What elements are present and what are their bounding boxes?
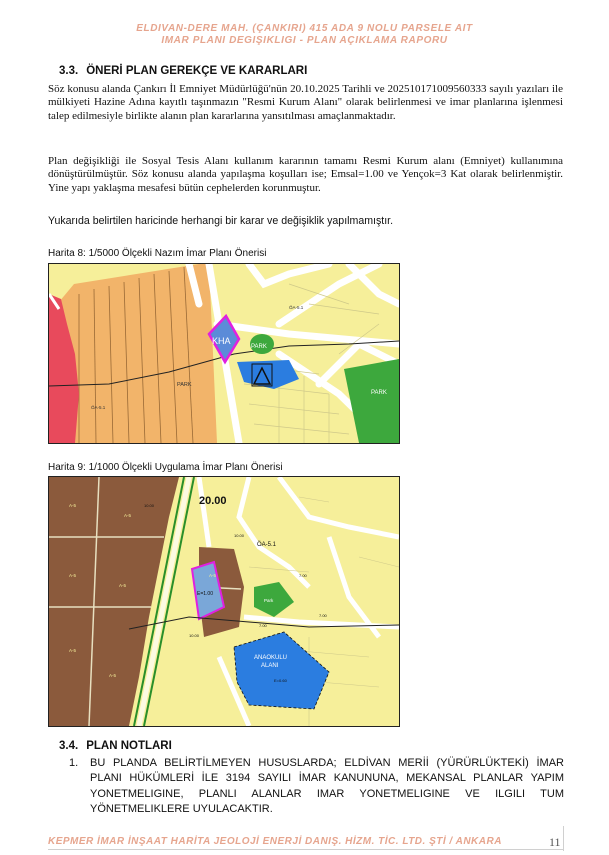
- header-line-1: ELDIVAN-DERE MAH. (ÇANKIRI) 415 ADA 9 NOLU PARSELE AIT: [136, 23, 473, 34]
- paragraph-3: Yukarıda belirtilen haricinde herhangi bir karar ve değişiklik yapılmamıştır.: [48, 215, 394, 227]
- map-8-nazim-plan: [48, 263, 400, 444]
- map-8-drawing: [49, 264, 399, 443]
- paragraph-2: Plan değişikliği ile Sosyal Tesis Alanı kullanım kararının tamamı Resmi Kurum alanı (Emniyet) kullanımına dönüştürülmüştür. Söz konusu alanda yapılaşma koşulları ise; Emsal=1.00 ve Yençok=3 Kat olarak belirlenmiştir. Yine yapı yaklaşma mesafesi bütün cephelerden korunmuştur.: [48, 155, 563, 194]
- map9-road-2: 10.00: [234, 533, 245, 538]
- map9-road-4: 7.00: [319, 613, 327, 618]
- map8-label-park2: PARK: [177, 382, 192, 388]
- paragraph-1: Söz konusu alanda Çankırı İl Emniyet Müdürlüğü'nün 20.10.2025 Tarihli ve 202510171009560333 sayılı yazıları ile mülkiyeti Hazine Adına kayıtlı taşınmazın "Resmi Kurum Alanı" olarak belirlenmesi ve imar planlarına işlenmesi talep edilmesiyle birlikte alanın plan kararlarına yansıtılması amaçlanmaktadır.: [48, 83, 563, 122]
- section-title: ÖNERİ PLAN GEREKÇE VE KARARLARI: [86, 65, 308, 77]
- map9-road-6: 10.00: [189, 633, 200, 638]
- map9-a5-3: A-5: [69, 573, 77, 578]
- map9-label-anaokulu1: ANAOKULU: [254, 655, 288, 661]
- map8-label-kha: KHA: [212, 336, 231, 346]
- footer-divider: [48, 849, 563, 850]
- map9-label-road20: 20.00: [199, 495, 227, 507]
- map8-label-oa2: ÖA-5.1: [91, 405, 106, 410]
- map9-road-3: 7.00: [299, 573, 307, 578]
- map9-road-1: 10.00: [144, 503, 155, 508]
- map8-label-oa: ÖA-5.1: [289, 305, 304, 310]
- map-9-drawing: [49, 477, 399, 726]
- map9-label-anaokulu2: ALANI: [261, 663, 279, 669]
- map9-label-emsal2: E=0.60: [274, 678, 287, 683]
- header-line-2: IMAR PLANI DEGIŞIKLIGI - PLAN AÇIKLAMA RAPORU: [161, 35, 448, 46]
- map8-label-park1: PARK: [251, 344, 267, 350]
- section-number: 3.4.: [59, 740, 79, 752]
- note-1-number: 1.: [69, 757, 79, 769]
- map9-caption: Harita 9: 1/1000 Ölçekli Uygulama İmar Planı Önerisi: [48, 462, 283, 473]
- section-title: PLAN NOTLARI: [86, 740, 172, 752]
- map9-label-emsal: E=1.00: [197, 591, 213, 597]
- map-9-uygulama-plan: [48, 476, 400, 727]
- map9-label-park: Park: [264, 598, 274, 603]
- map9-label-oa51: ÖA-5.1: [257, 542, 277, 548]
- map9-a5-7: A-5: [209, 573, 217, 578]
- map9-road-5: 7.00: [259, 623, 267, 628]
- note-1-text: BU PLANDA BELİRTİLMEYEN HUSUSLARDA; ELDİVAN MERİİ (YÜRÜRLÜKTEKİ) İMAR PLANI HÜKÜMLERİ İLE 3194 SAYILI İMAR KANUNUNA, MEKANSAL PLANLAR YAPIM YONETMELIGINE, PLANLI ALANLAR IMAR YONETMELIGINE VE ILGILI TUM YÖNETMELIKLERE UYULACAKTIR.: [90, 757, 564, 815]
- map8-caption: Harita 8: 1/5000 Ölçekli Nazım İmar Planı Önerisi: [48, 248, 267, 259]
- page-number: 11: [549, 835, 561, 849]
- map9-a5-1: A-5: [69, 503, 77, 508]
- map9-a5-6: A-5: [109, 673, 117, 678]
- footer-divider-vertical: [563, 826, 564, 851]
- plan-notes: [69, 756, 564, 817]
- map9-a5-2: A-5: [124, 513, 132, 518]
- section-3-4-heading: [59, 740, 172, 752]
- section-3-3-heading: [59, 65, 307, 77]
- map8-label-park3: PARK: [371, 390, 387, 396]
- section-number: 3.3.: [59, 65, 79, 77]
- map9-a5-5: A-5: [69, 648, 77, 653]
- map9-a5-4: A-5: [119, 583, 127, 588]
- footer-company: KEPMER İMAR İNŞAAT HARİTA JEOLOJİ ENERJİ DANIŞ. HİZM. TİC. LTD. ŞTİ / ANKARA: [48, 836, 502, 847]
